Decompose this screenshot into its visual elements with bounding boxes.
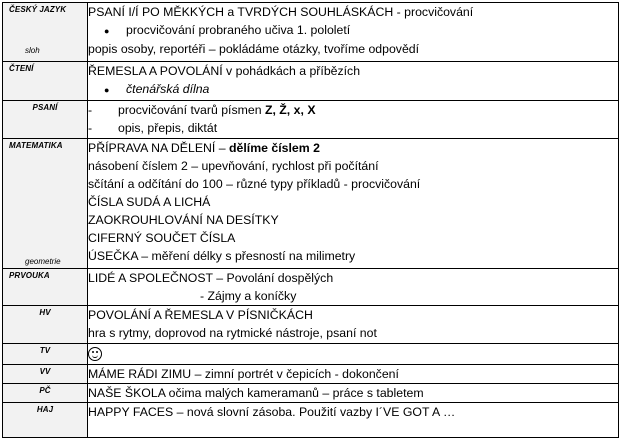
topic-line: sčítání a odčítání do 100 – různé typy příkladů - procvičování <box>88 177 421 191</box>
dash-item <box>88 119 618 137</box>
topic-line <box>88 139 618 157</box>
subject-cell <box>3 403 88 438</box>
subject-name: PSANÍ <box>32 103 58 112</box>
row-pc <box>3 384 619 403</box>
row-psani <box>3 101 619 139</box>
topic-line: ÚSEČKA – měření délky s přesností na milimetry <box>88 249 356 263</box>
topic-line: ČÍSLA SUDÁ A LICHÁ <box>88 195 211 209</box>
row-hv <box>3 306 619 344</box>
row-haj <box>3 403 619 438</box>
topic-line: hra s rytmy, doprovod na rytmické nástroje, psaní not <box>88 326 377 340</box>
content-cell <box>88 101 619 139</box>
topic-line: MÁME RÁDI ZIMU – zimní portrét v čepicích - dokončení <box>88 367 399 381</box>
bullet-item <box>88 80 618 99</box>
topic-line: ŘEMESLA A POVOLÁNÍ v pohádkách a příbězích <box>88 64 361 78</box>
content-cell <box>88 384 619 403</box>
row-tv <box>3 344 619 365</box>
topic-line: NAŠE ŠKOLA očima malých kameramanů – práce s tabletem <box>88 386 424 400</box>
content-cell <box>88 139 619 269</box>
bullet-text: procvičování probraného učiva 1. pololetí <box>126 23 351 37</box>
smiley-face-icon <box>88 347 102 361</box>
subject-name: ČTENÍ <box>9 64 34 73</box>
content-cell <box>88 403 619 438</box>
bullet-item <box>88 21 618 40</box>
subject-name: MATEMATIKA <box>9 141 63 150</box>
topic-text: PŘÍPRAVA NA DĚLENÍ – <box>88 141 230 155</box>
bullet-icon: ● <box>104 26 110 36</box>
subject-cell <box>3 384 88 403</box>
row-prvouka <box>3 269 619 306</box>
subject-name: HV <box>39 308 51 317</box>
subject-cell <box>3 365 88 384</box>
subject-name: HAJ <box>36 405 54 414</box>
topic-line: ZAOKROUHLOVÁNÍ NA DESÍTKY <box>88 213 279 227</box>
subject-cell <box>3 269 88 306</box>
topic-line: POVOLÁNÍ A ŘEMESLA V PÍSNIČKÁCH <box>88 308 313 322</box>
topic-text-bold: dělíme číslem 2 <box>229 141 320 155</box>
row-matematika <box>3 139 619 269</box>
bullet-icon: ● <box>104 85 110 95</box>
subject-cell <box>3 62 88 101</box>
content-cell <box>88 269 619 306</box>
dash-text-bold: Z, Ž, x, X <box>264 103 316 117</box>
lesson-plan-table <box>2 2 619 438</box>
row-cteni <box>3 62 619 101</box>
subject-name: VV <box>39 367 51 376</box>
subject-cell <box>3 3 88 62</box>
topic-line: CIFERNÝ SOUČET ČÍSLA <box>88 231 236 245</box>
content-cell <box>88 3 619 62</box>
row-cesky-jazyk <box>3 3 619 62</box>
dash-text: procvičování tvarů písmen <box>118 103 265 117</box>
topic-line: - Zájmy a koníčky <box>200 289 297 303</box>
subject-cell <box>3 344 88 365</box>
dash-item <box>88 101 618 119</box>
topic-line: PSANÍ I/Í PO MĚKKÝCH a TVRDÝCH SOUHLÁSKÁCH - procvičování <box>88 5 474 19</box>
topic-line: LIDÉ A SPOLEČNOST – Povolání dospělých <box>88 271 334 285</box>
subject-cell <box>3 306 88 344</box>
subject-name: PČ <box>39 386 51 395</box>
content-cell <box>88 344 619 365</box>
topic-line: popis osoby, reportéři – pokládáme otázky, tvoříme odpovědí <box>88 42 420 56</box>
subject-name: ČESKÝ JAZYK <box>9 5 67 14</box>
subject-name: PRVOUKA <box>9 271 50 280</box>
subject-sub-label: sloh <box>25 46 40 55</box>
content-cell <box>88 306 619 344</box>
dash-marker: - <box>88 121 93 135</box>
bullet-text: čtenářská dílna <box>126 82 210 96</box>
content-cell <box>88 365 619 384</box>
dash-text: opis, přepis, diktát <box>118 121 218 135</box>
dash-marker: - <box>88 103 93 117</box>
topic-line: násobení číslem 2 – upevňování, rychlost při počítání <box>88 159 379 173</box>
row-vv <box>3 365 619 384</box>
topic-line: HAPPY FACES – nová slovní zásoba. Použití vazby I´VE GOT A … <box>88 405 456 419</box>
subject-cell <box>3 139 88 269</box>
subject-name: TV <box>39 346 51 355</box>
subject-sub-label: geometrie <box>25 257 61 266</box>
content-cell <box>88 62 619 101</box>
subject-cell <box>3 101 88 139</box>
